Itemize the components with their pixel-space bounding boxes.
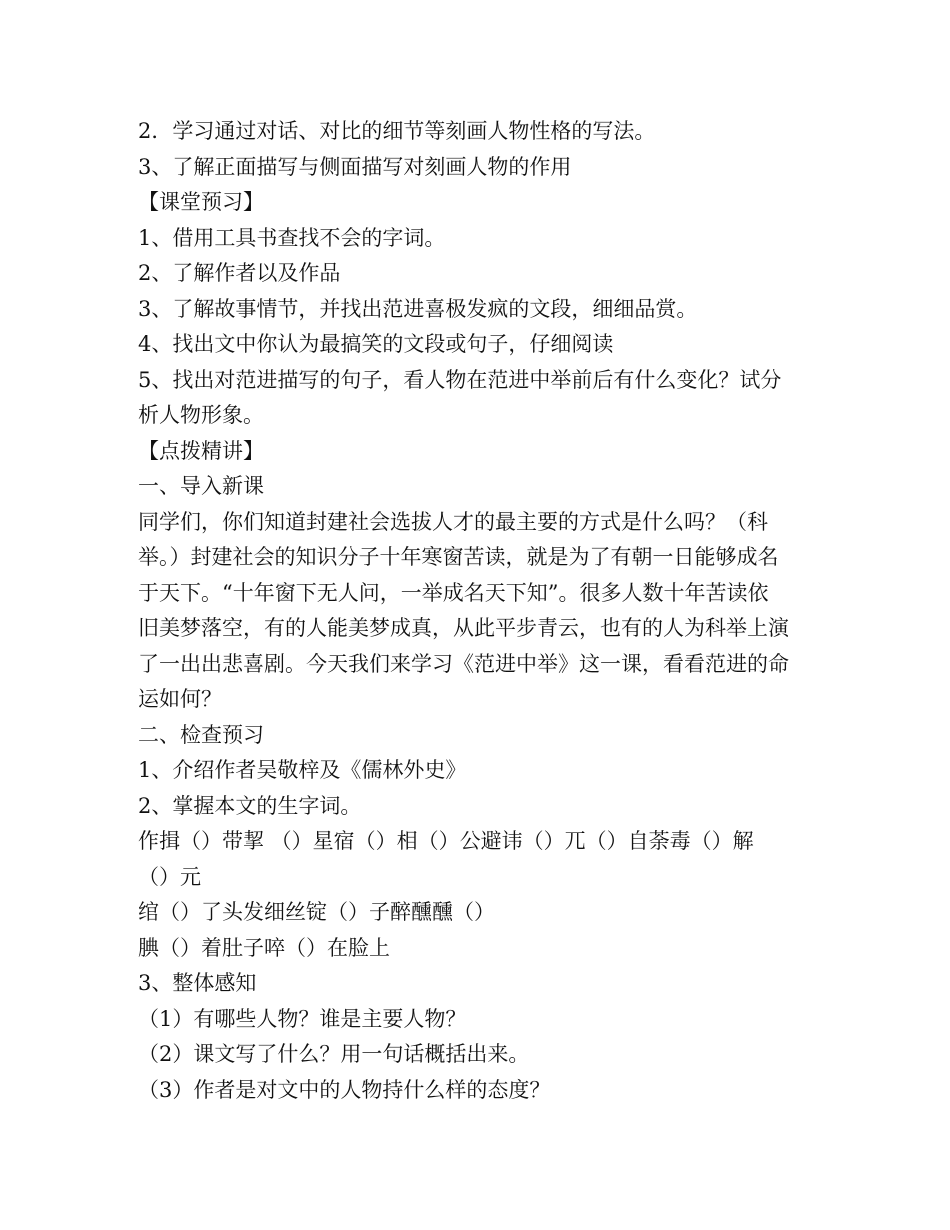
- intro-line: 同学们，你们知道封建社会选拔人才的最主要的方式是什么吗？（科: [138, 509, 768, 534]
- vocab-line: 作揖（）带挈 （）星宿（）相（）公避讳（）兀（）自荼毒（）解: [138, 829, 754, 853]
- preview-item-4: 4、找出文中你认为最搞笑的文段或句子，仔细阅读: [138, 332, 614, 356]
- overview-question: （3）作者是对文中的人物持什么样的态度？: [138, 1077, 551, 1102]
- objective-item-3: 3、了解正面描写与侧面描写对刻画人物的作用: [138, 154, 572, 179]
- preview-item-5-continued: 析人物形象。: [138, 403, 264, 427]
- intro-line: 了一出出悲喜剧。今天我们来学习《范进中举》这一课，看看范进的命: [138, 651, 789, 676]
- preview-item-3: 3、了解故事情节，并找出范进喜极发疯的文段，细细品赏。: [138, 296, 698, 321]
- preview-item-1: 1、借用工具书查找不会的字词。: [138, 225, 446, 250]
- intro-line: 旧美梦落空，有的人能美梦成真，从此平步青云，也有的人为科举上演: [138, 616, 789, 640]
- preview-heading: 【课堂预习】: [138, 190, 264, 214]
- intro-line: 运如何？: [138, 687, 222, 711]
- overview-title: 3、整体感知: [138, 971, 257, 995]
- lecture-heading: 【点拨精讲】: [138, 438, 264, 463]
- vocab-line: （）元: [138, 864, 201, 889]
- check-item-1: 1、介绍作者吴敬梓及《儒林外史》: [138, 758, 467, 782]
- vocab-line: 绾（）了头发细丝锭（）子醉醺醺（）: [138, 900, 495, 924]
- check-item-2: 2、掌握本文的生字词。: [138, 793, 362, 818]
- preview-item-5: 5、找出对范进描写的句子，看人物在范进中举前后有什么变化？试分: [138, 367, 782, 392]
- section-2-title: 二、检查预习: [138, 722, 264, 747]
- section-1-title: 一、导入新课: [138, 474, 264, 498]
- overview-question: （2）课文写了什么？用一句话概括出来。: [138, 1042, 530, 1066]
- preview-item-2: 2、了解作者以及作品: [138, 261, 341, 285]
- objective-item-2: 2．学习通过对话、对比的细节等刻画人物性格的写法。: [138, 119, 656, 143]
- overview-question: （1）有哪些人物？谁是主要人物？: [138, 1006, 467, 1031]
- document-body: [138, 114, 818, 1108]
- intro-line: 举。）封建社会的知识分子十年寒窗苦读，就是为了有朝一日能够成名: [138, 545, 779, 569]
- vocab-line: 腆（）着肚子啐（）在脸上: [138, 935, 390, 960]
- intro-line: 于天下。“十年窗下无人问，一举成名天下知”。很多人数十年苦读依: [138, 580, 769, 605]
